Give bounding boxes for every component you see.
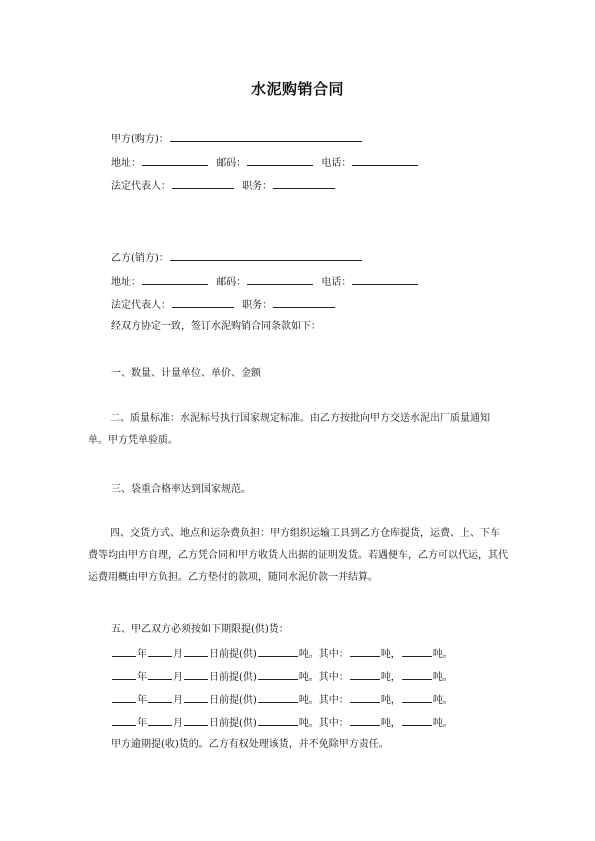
day-blank[interactable] [184,669,208,680]
ton-blank-2[interactable] [402,669,432,680]
ton-blank-1[interactable] [350,715,380,726]
intro-text: 经双方协定一致，签订水泥购销合同条款如下： [111,321,321,332]
party-b-line [111,250,363,266]
month-label: 月 [173,695,183,706]
day-blank[interactable] [184,692,208,703]
deliver-label: 日前提(供) [209,672,257,683]
ton-end-label: 吨。 [432,649,453,660]
month-blank[interactable] [148,646,172,657]
day-blank[interactable] [184,715,208,726]
ton-label: 吨， [380,672,401,683]
party-b-phone-blank[interactable] [352,274,418,285]
party-b-address-label: 地址： [111,277,141,288]
ton-blank-2[interactable] [402,715,432,726]
party-a-address-label: 地址： [111,158,141,169]
deliver-label: 日前提(供) [209,649,257,660]
schedule-row [111,646,453,662]
year-blank[interactable] [112,715,136,726]
party-b-blank[interactable] [170,250,362,261]
month-blank[interactable] [148,669,172,680]
year-label: 年 [137,649,147,660]
ton-label: 吨， [380,695,401,706]
year-blank[interactable] [112,646,136,657]
clause-5: 五、甲乙双方必须按如下期限提(供)货： [111,624,289,635]
ton-label: 吨， [380,649,401,660]
party-b-label: 乙方(销方)： [111,253,169,264]
clause-4: 四、交货方式、地点和运杂费负担：甲方组织运输工具到乙方仓库提货，运费、上、下车费等均由甲方自理，乙方凭合同和甲方收货人出据的证明发货。若遇便车，乙方可以代运，其代运费用概由甲方负担。乙方垫付的款项，随同水泥价款一并结算。 [88,528,508,583]
closing-text: 甲方逾期提(收)货的。乙方有权处理该货，并不免除甲方责任。 [111,739,389,750]
month-label: 月 [173,672,183,683]
total-ton-blank[interactable] [258,715,298,726]
year-blank[interactable] [112,669,136,680]
party-a-rep-label: 法定代表人： [111,181,171,192]
ton-blank-1[interactable] [350,669,380,680]
party-a-rep-blank[interactable] [172,178,234,189]
party-b-position-blank[interactable] [273,297,335,308]
schedule-row [111,692,453,708]
ton-total-label: 吨。其中： [298,672,349,683]
party-a-position-blank[interactable] [273,178,335,189]
ton-end-label: 吨。 [432,695,453,706]
party-b-postcode-blank[interactable] [247,274,313,285]
clause-1: 一、数量、计量单位、单价、金额 [111,368,261,379]
document-title: 水泥购销合同 [250,80,344,98]
ton-blank-2[interactable] [402,692,432,703]
year-label: 年 [137,695,147,706]
ton-total-label: 吨。其中： [298,718,349,729]
day-blank[interactable] [184,646,208,657]
total-ton-blank[interactable] [258,692,298,703]
deliver-label: 日前提(供) [209,695,257,706]
ton-end-label: 吨。 [432,718,453,729]
ton-blank-2[interactable] [402,646,432,657]
party-a-contact-line [111,155,419,171]
party-b-rep-blank[interactable] [172,297,234,308]
year-label: 年 [137,718,147,729]
month-blank[interactable] [148,715,172,726]
party-a-postcode-blank[interactable] [247,155,313,166]
total-ton-blank[interactable] [258,646,298,657]
party-a-label: 甲方(购方)： [111,134,169,145]
party-a-blank[interactable] [170,131,362,142]
clause-3: 三、袋重合格率达到国家规范。 [111,484,251,495]
party-b-rep-line [111,297,336,313]
party-a-phone-label: 电话： [321,158,352,169]
party-a-phone-blank[interactable] [352,155,418,166]
ton-blank-1[interactable] [350,692,380,703]
year-label: 年 [137,672,147,683]
party-a-line [111,131,363,147]
ton-blank-1[interactable] [350,646,380,657]
month-blank[interactable] [148,692,172,703]
party-a-postcode-label: 邮码： [216,158,247,169]
party-a-address-blank[interactable] [142,155,208,166]
ton-total-label: 吨。其中： [298,649,349,660]
ton-total-label: 吨。其中： [298,695,349,706]
party-b-address-blank[interactable] [142,274,208,285]
ton-end-label: 吨。 [432,672,453,683]
year-blank[interactable] [112,692,136,703]
party-b-position-label: 职务： [242,300,273,311]
party-b-rep-label: 法定代表人： [111,300,171,311]
party-b-phone-label: 电话： [321,277,352,288]
clause-2: 二、质量标准：水泥标号执行国家规定标准。由乙方按批向甲方交送水泥出厂质量通知单。甲方凭单验质。 [88,413,490,446]
deliver-label: 日前提(供) [209,718,257,729]
ton-label: 吨， [380,718,401,729]
party-b-postcode-label: 邮码： [216,277,247,288]
total-ton-blank[interactable] [258,669,298,680]
month-label: 月 [173,718,183,729]
party-a-position-label: 职务： [242,181,273,192]
month-label: 月 [173,649,183,660]
schedule-row [111,715,453,731]
party-b-contact-line [111,274,419,290]
party-a-rep-line [111,178,336,194]
schedule-row [111,669,453,685]
